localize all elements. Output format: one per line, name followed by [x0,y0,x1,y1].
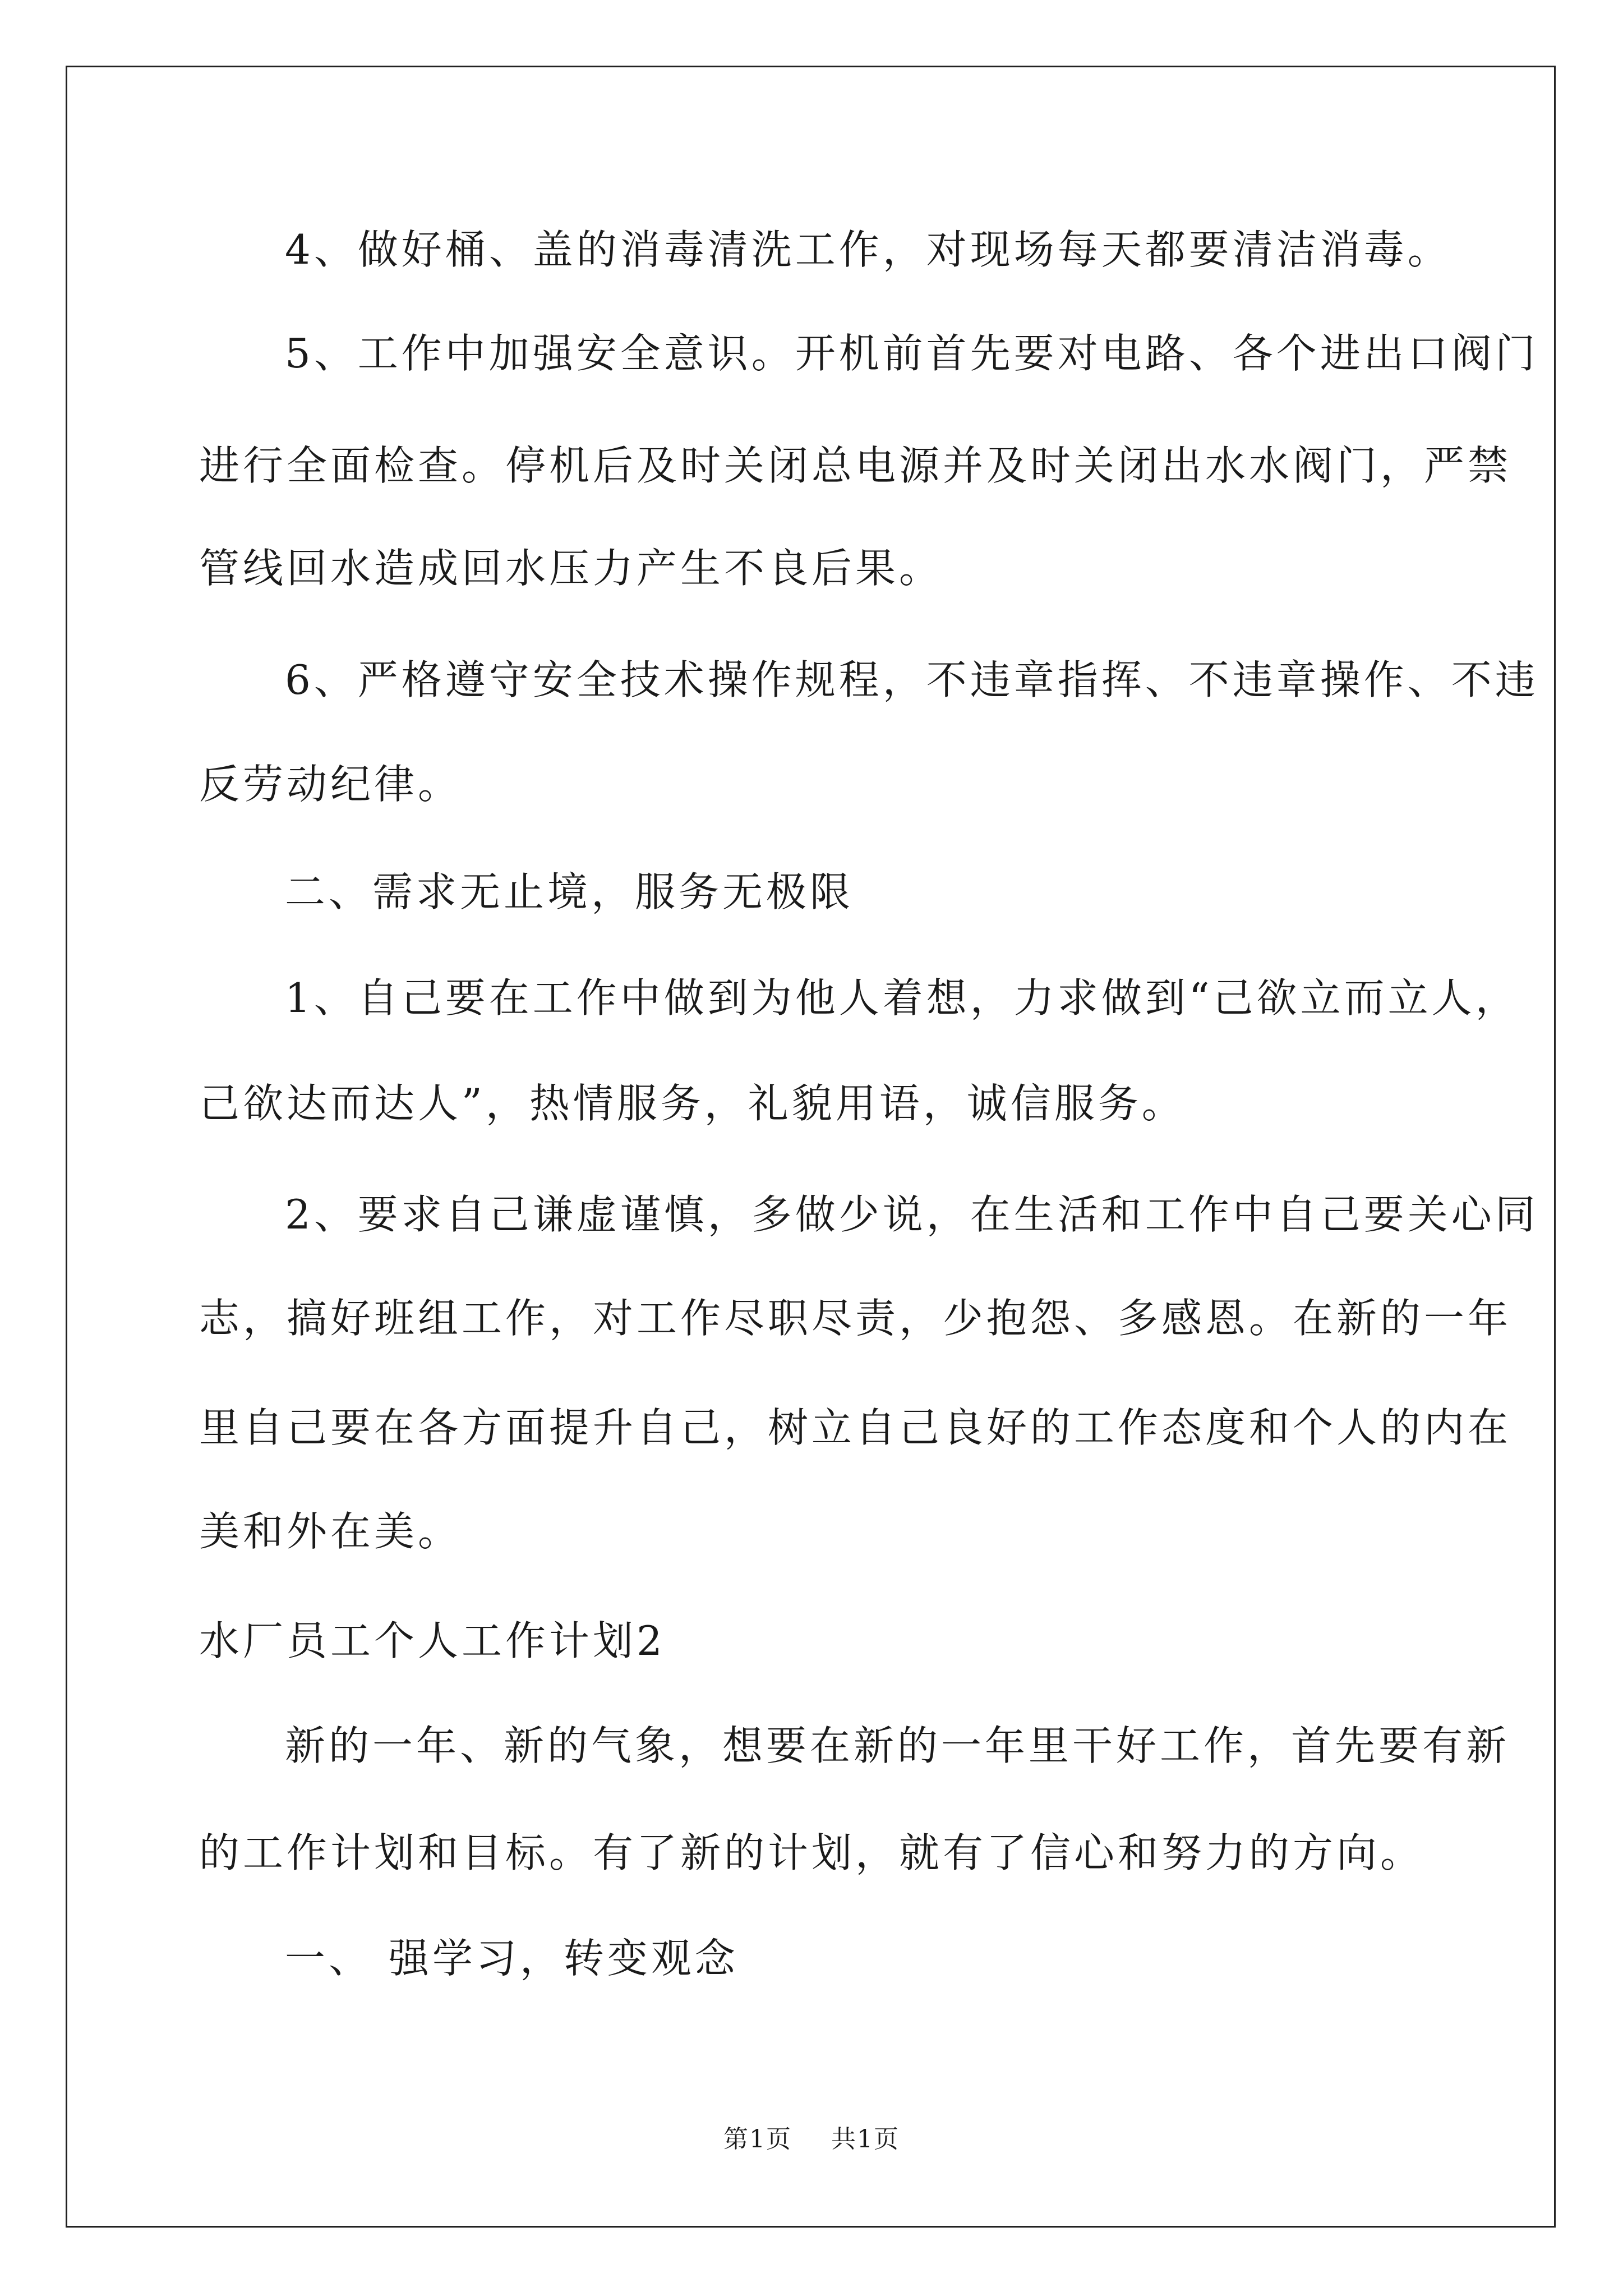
paragraph-line: 新的一年、新的气象，想要在新的一年里干好工作，首先要有新 [285,1722,1510,1769]
paragraph-line: 5、工作中加强安全意识。开机前首先要对电路、各个进出口阀门 [285,330,1539,377]
page-total: 共1页 [831,2125,900,2154]
paragraph-line: 反劳动纪律。 [199,761,462,808]
section-heading: 一、 强学习，转变观念 [285,1935,739,1982]
paragraph-line: 管线回水造成回水压力产生不良后果。 [199,545,943,592]
paragraph-line: 进行全面检查。停机后及时关闭总电源并及时关闭出水水阀门，严禁 [199,442,1512,489]
page-footer [0,2124,1623,2155]
document-title: 水厂员工个人工作计划2 [199,1617,666,1664]
paragraph-line: 志，搞好班组工作，对工作尽职尽责，少抱怨、多感恩。在新的一年 [199,1295,1512,1342]
paragraph-line: 2、要求自己谦虚谨慎，多做少说，在生活和工作中自己要关心同 [285,1191,1539,1238]
paragraph-line: 的工作计划和目标。有了新的计划，就有了信心和努力的方向。 [199,1829,1424,1876]
paragraph-line: 己欲达而达人”，热情服务，礼貌用语，诚信服务。 [199,1080,1186,1127]
section-heading: 二、需求无止境，服务无极限 [285,868,854,915]
paragraph-line: 1、自己要在工作中做到为他人着想，力求做到“己欲立而立人， [285,974,1519,1022]
paragraph-line: 美和外在美。 [199,1508,462,1555]
page-number: 第1页 [723,2125,792,2154]
paragraph-line: 4、做好桶、盖的消毒清洗工作，对现场每天都要清洁消毒。 [285,226,1451,273]
paragraph-line: 6、严格遵守安全技术操作规程，不违章指挥、不违章操作、不违 [285,656,1539,703]
paragraph-line: 里自己要在各方面提升自己，树立自己良好的工作态度和个人的内在 [199,1404,1512,1451]
page-border [66,66,1556,2228]
